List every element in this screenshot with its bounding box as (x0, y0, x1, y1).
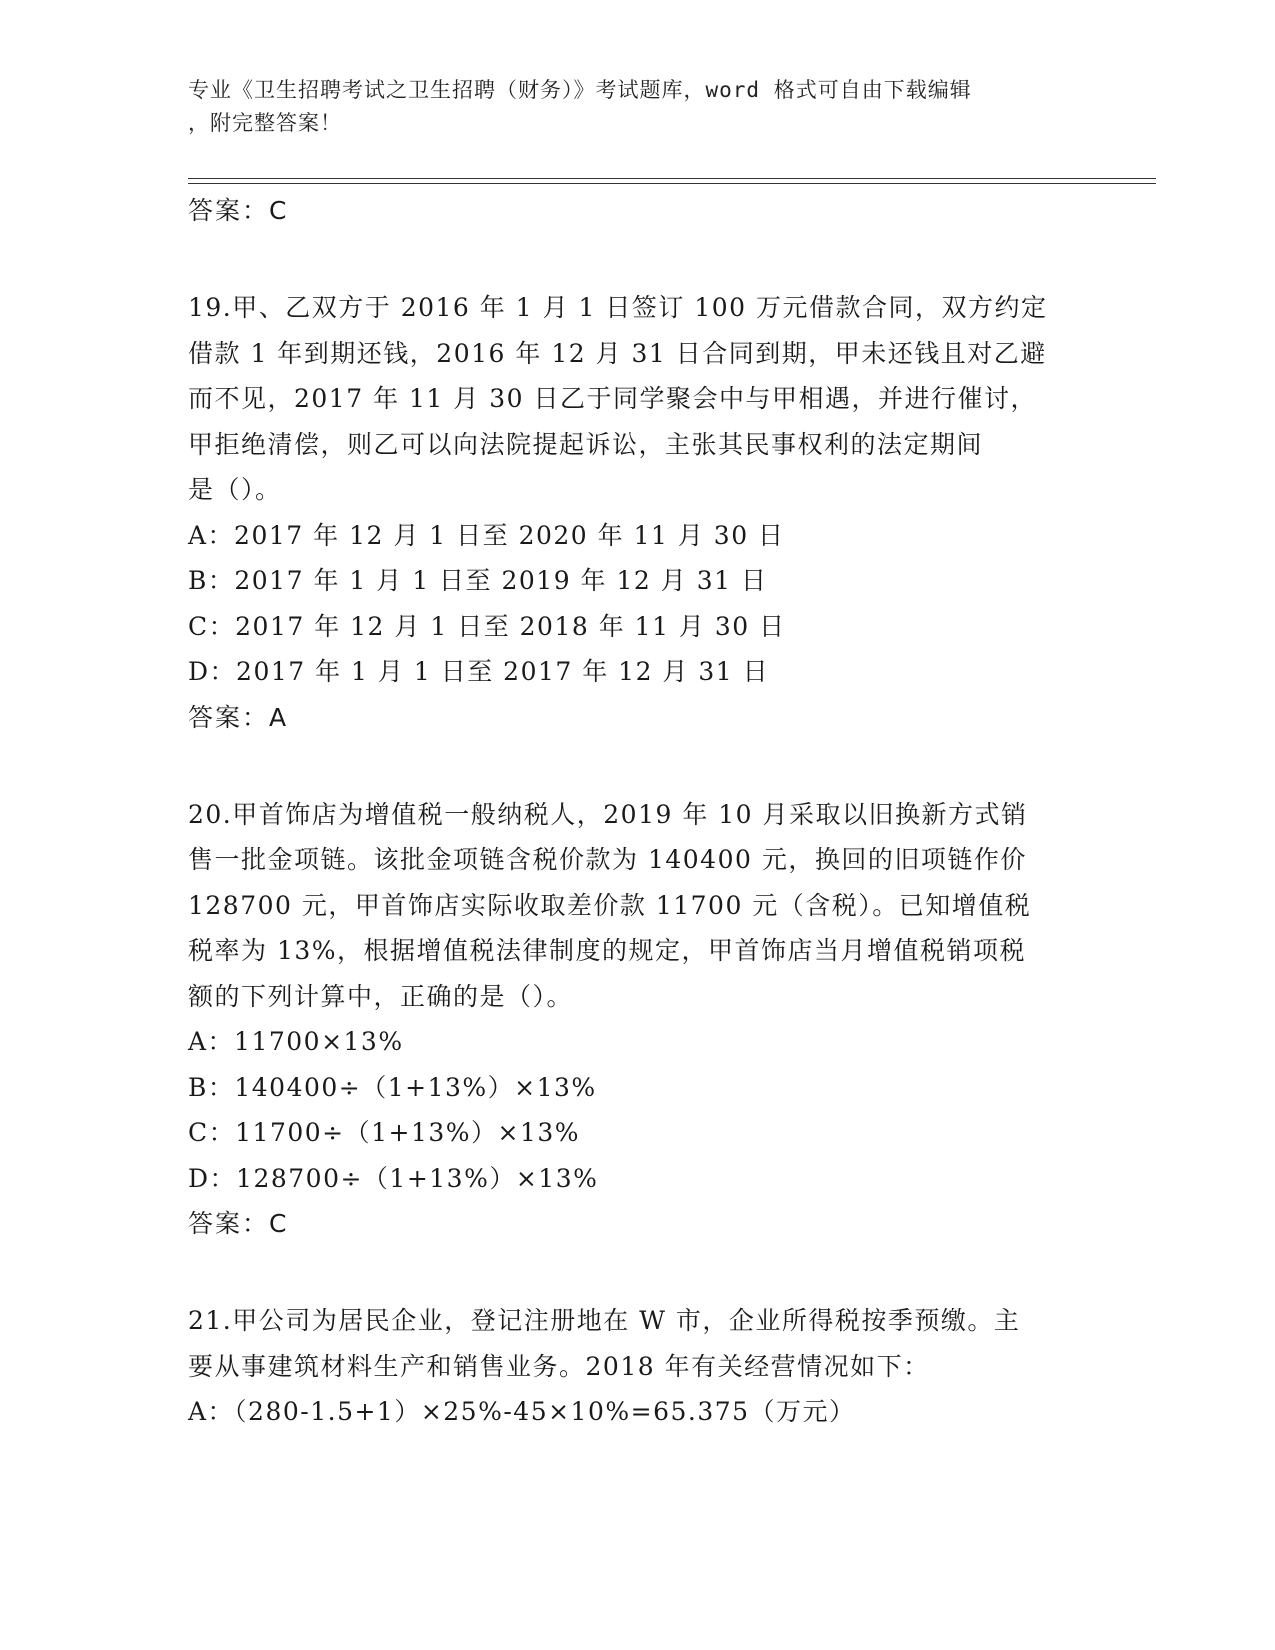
option-a: A：11700×13% (188, 1027, 404, 1056)
question-20 (188, 792, 1088, 1248)
option-d: D：2017 年 1 月 1 日至 2017 年 12 月 31 日 (188, 657, 770, 686)
answer: 答案：A (188, 702, 289, 732)
question-text: 19.甲、乙双方于 2016 年 1 月 1 日签订 100 万元借款合同，双方约定 借款 1 年到期还钱，2016 年 12 月 31 日合同到期，甲未还钱且对乙避 而不见，2017 年 11 月 30 日乙于同学聚会中与甲相遇，并进行催讨， 甲拒绝清偿，则乙可以向法院提起诉讼，主张其民事权利的法定期间 是（）。 (188, 293, 1048, 504)
question-21 (188, 1298, 1088, 1435)
spacer (188, 1247, 1088, 1298)
question-19 (188, 285, 1088, 741)
header-line-1: 专业《卫生招聘考试之卫生招聘（财务）》考试题库，word 格式可自由下载编辑 (188, 78, 972, 102)
header-divider-top (188, 178, 1156, 179)
option-a: A：2017 年 12 月 1 日至 2020 年 11 月 30 日 (188, 520, 785, 550)
answer: 答案：C (188, 1209, 289, 1238)
previous-answer: 答案：C (188, 196, 289, 225)
question-text: 20.甲首饰店为增值税一般纳税人，2019 年 10 月采取以旧换新方式销 售一批金项链。该批金项链含税价款为 140400 元，换回的旧项链作价 128700 元，甲首饰店实际收取差价款 11700 元（含税）。已知增值税 税率为 13%，根据增值税法律制度的规定，甲首饰店当月增值税销项税 额的下列计算中，正确的是（）。 (188, 799, 1032, 1011)
header-line-2: ，附完整答案！ (188, 111, 342, 135)
question-text: 21.甲公司为居民企业，登记注册地在 W 市，企业所得税按季预缴。主 要从事建筑材料生产和销售业务。2018 年有关经营情况如下： (188, 1306, 1021, 1381)
option-c: C：11700÷（1+13%）×13% (188, 1118, 581, 1147)
option-d: D：128700÷（1+13%）×13% (188, 1163, 599, 1193)
header-divider-bottom (188, 183, 1156, 184)
option-b: B：140400÷（1+13%）×13% (188, 1072, 597, 1102)
option-c: C：2017 年 12 月 1 日至 2018 年 11 月 30 日 (188, 611, 786, 641)
document-body (188, 188, 1088, 1435)
option-b: B：2017 年 1 月 1 日至 2019 年 12 月 31 日 (188, 566, 768, 595)
spacer (188, 741, 1088, 792)
option-a: A：（280-1.5+1）×25%-45×10%=65.375（万元） (188, 1397, 856, 1426)
document-header (188, 74, 1088, 140)
spacer (188, 234, 1088, 285)
